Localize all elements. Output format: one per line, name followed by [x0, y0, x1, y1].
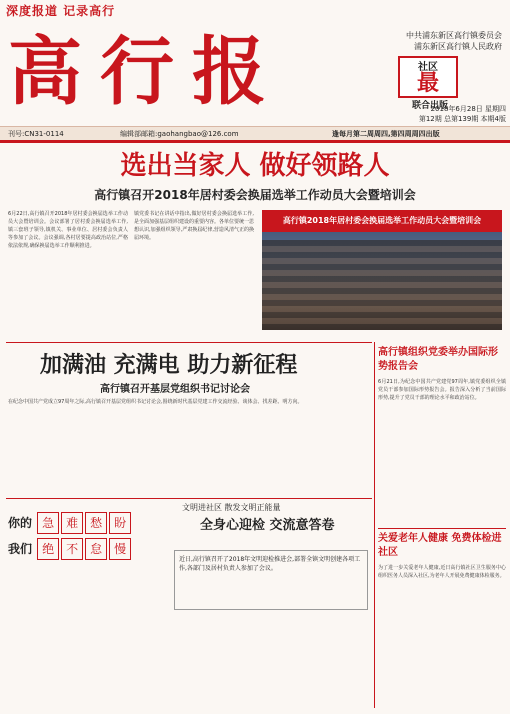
side2-body: 为了进一步关爱老年人健康,近日高行镇社区卫生服务中心组织医务人员深入社区,为老年人开展免费健康体检服务。: [378, 565, 506, 579]
strip-email: 编辑部邮箱:gaohangbao@126.com: [120, 130, 239, 138]
photo-audience: [262, 240, 502, 330]
article3-summary-box: 近日,高行镇召开了2018年文明迎检推进会,部署全镇文明创建各项工作,各部门及居村负责人参加了会议。: [174, 550, 368, 610]
headline-2: 加满油 充满电 助力新征程: [40, 352, 298, 378]
community-logo: [398, 56, 458, 98]
kicker-3: 文明进社区 散发文明正能量: [182, 503, 281, 512]
headline-3: 全身心迎检 交流意答卷: [200, 518, 335, 533]
issue-date: 2018年6月28日 星期四: [430, 105, 506, 113]
slogan-char: 怠: [85, 538, 107, 560]
slogan-char: 不: [61, 538, 83, 560]
logo-tag: 联合出版: [412, 101, 449, 111]
newspaper-title: 高行报: [8, 29, 284, 115]
slogan-char: 慢: [109, 538, 131, 560]
slogan-lead: 你的: [8, 516, 33, 530]
side-article-1: [378, 346, 506, 528]
slogan-char: 急: [37, 512, 59, 534]
article1-col1: 6月22日,高行镇召开2018年居村委会换届选举工作动员大会暨培训会。会议部署了居村委会换届选举工作,镇三套班子领导,镇机关、事业单位、居村委会负责人等参加了会议。会议强调,各村居要提高政治站位,严格依法依规,确保换届选举工作顺利推进。: [8, 211, 128, 249]
masthead: [0, 18, 510, 126]
side-article-2: [378, 532, 506, 704]
slogan-lead-2: 我们: [8, 542, 33, 556]
top-bar: [0, 0, 510, 18]
slogan-char: 愁: [85, 512, 107, 534]
article3-left-col: [8, 568, 168, 708]
article1-col2: 镇党委书记在讲话中指出,做好居村委会换届选举工作,是全面加强基层组织建设的重要内容。各单位要统一思想认识,加强组织领导,严肃换届纪律,营造风清气正的换届环境。: [134, 211, 254, 241]
strip-schedule: 逢每月第二周周四,第四周周四出版: [332, 130, 440, 138]
issue-number: 第12期 总第139期 本期4版: [418, 115, 506, 123]
subheadline-2: 高行镇召开基层党组织书记讨论会: [100, 384, 250, 395]
side-divider: [378, 528, 506, 529]
strip-issn: 刊号:CN31-0114: [8, 130, 64, 138]
side1-body: 6月21日,为纪念中国共产党建党97周年,镇党委组织全镇党员干部参加国际形势报告会。报告深入分析了当前国际形势,提升了党员干部的理论水平和政治站位。: [378, 379, 506, 401]
headline-1: 选出当家人 做好领路人: [120, 151, 390, 181]
slogan-char: 难: [61, 512, 83, 534]
header-rule: [0, 140, 510, 143]
article2-body: 在纪念中国共产党成立97周年之际,高行镇召开基层党组织书记讨论会,围绕新时代基层党建工作交流经验、谈体会、找差距、明方向。: [8, 399, 303, 405]
logo-big-text: 最: [416, 71, 439, 96]
photo-banner: 高行镇2018年居村委会换届选举工作动员大会暨培训会: [262, 210, 502, 232]
slogan-char: 绝: [37, 538, 59, 560]
meeting-photo: [262, 210, 502, 330]
vertical-divider: [374, 342, 375, 708]
publisher: [330, 30, 502, 52]
subheadline-1: 高行镇召开2018年居村委会换届选举工作动员大会暨培训会: [94, 188, 416, 202]
divider-1: [6, 342, 372, 343]
publisher-line-2: 浦东新区高行镇人民政府: [414, 42, 502, 51]
side2-title: 关爱老年人健康 免费体检进社区: [378, 533, 502, 558]
top-sections: 深度报道 记录高行: [6, 4, 116, 18]
divider-2: [6, 498, 372, 499]
slogan-block: [8, 512, 133, 560]
publisher-line-1: 中共浦东新区高行镇委员会: [406, 31, 502, 40]
slogan-char: 盼: [109, 512, 131, 534]
issue-info: [340, 104, 506, 124]
logo-top-text: 社区: [418, 62, 438, 73]
side1-title: 高行镇组织党委举办国际形势报告会: [378, 347, 498, 372]
article3-body: [174, 614, 370, 710]
